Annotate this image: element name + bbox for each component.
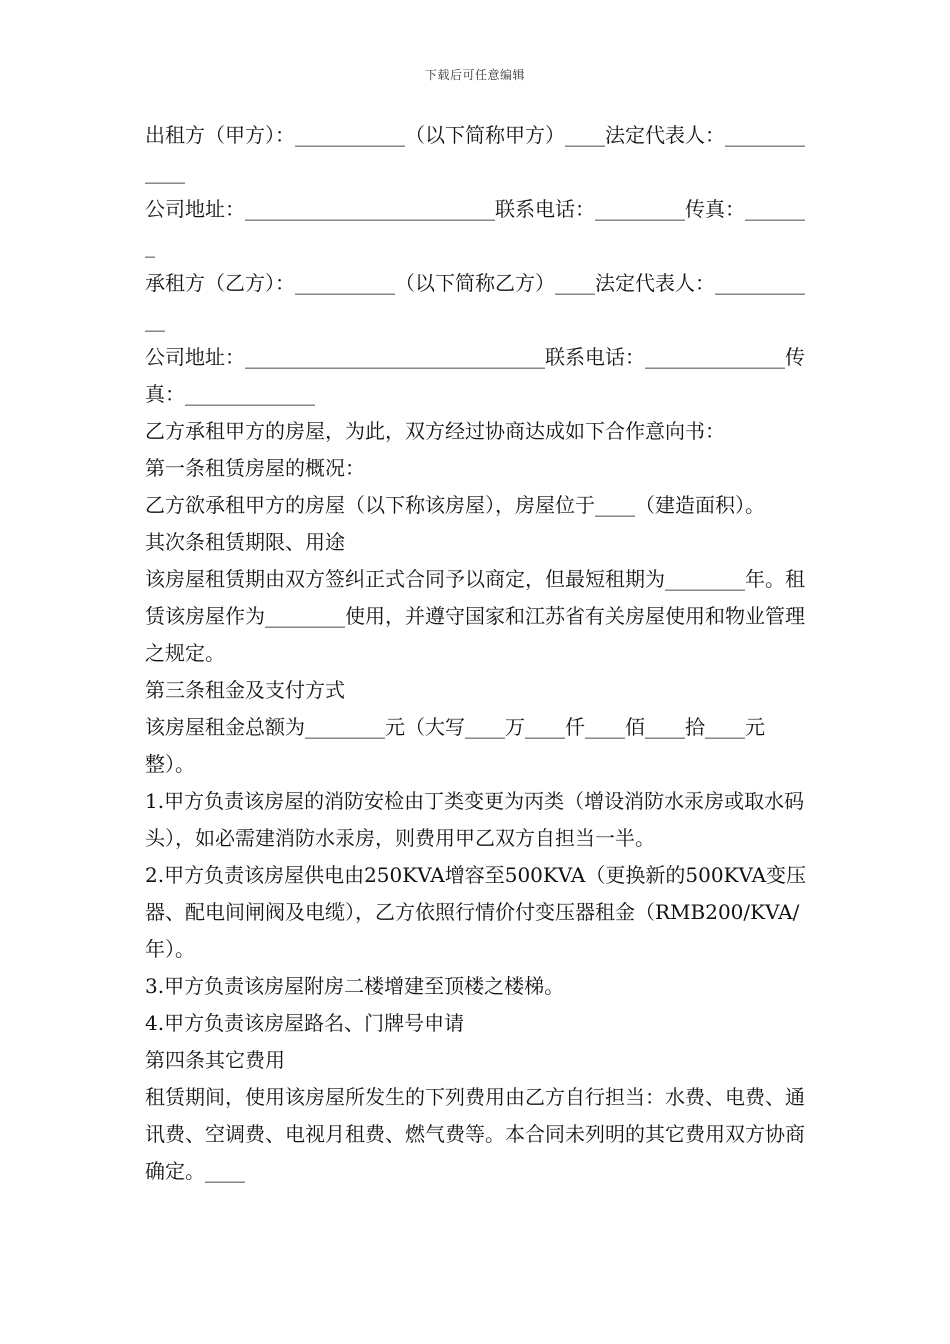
item-3-text: 3.甲方负责该房屋附房二楼增建至顶楼之楼梯。 bbox=[145, 974, 565, 998]
page-header-note: 下载后可任意编辑 bbox=[424, 68, 525, 82]
article-2-heading: 其次条租赁期限、用途 bbox=[145, 530, 345, 554]
document-body bbox=[145, 117, 810, 1190]
intro-paragraph: 乙方承租甲方的房屋，为此，双方经过协商达成如下合作意向书： bbox=[145, 419, 725, 443]
lessor-address-line: 公司地址：_________________________联系电话：_________传真：_______ bbox=[145, 197, 805, 258]
article-2-text: 该房屋租赁期由双方签纠正式合同予以商定，但最短租期为________年。租赁该房屋作为________使用，并遵守国家和江苏省有关房屋使用和物业管理之规定。 bbox=[145, 567, 805, 665]
lessee-address-line: 公司地址：______________________________联系电话：______________传真：_____________ bbox=[145, 345, 805, 406]
lessee-line: 承租方（乙方）：__________（以下简称乙方）____法定代表人：___________ bbox=[145, 271, 805, 332]
article-3-text: 该房屋租金总额为________元（大写____万____仟____佰____拾____元整）。 bbox=[145, 715, 765, 776]
lessor-line: 出租方（甲方）：___________（以下简称甲方）____法定代表人：____________ bbox=[145, 123, 805, 184]
article-1-heading: 第一条租赁房屋的概况： bbox=[145, 456, 365, 480]
article-1-text: 乙方欲承租甲方的房屋（以下称该房屋），房屋位于____（建造面积）。 bbox=[145, 493, 765, 517]
item-4-text: 4.甲方负责该房屋路名、门牌号申请 bbox=[145, 1011, 465, 1035]
item-2-text: 2.甲方负责该房屋供电由250KVA增容至500KVA（更换新的500KVA变压器、配电间闸阀及电缆），乙方依照行情价付变压器租金（RMB200/KVA/年）。 bbox=[145, 863, 807, 961]
article-3-heading: 第三条租金及支付方式 bbox=[145, 678, 345, 702]
item-1-text: 1.甲方负责该房屋的消防安检由丁类变更为丙类（增设消防水汞房或取水码头），如必需建消防水汞房，则费用甲乙双方自担当一半。 bbox=[145, 789, 805, 850]
article-4-heading: 第四条其它费用 bbox=[145, 1048, 285, 1072]
article-4-text: 租赁期间，使用该房屋所发生的下列费用由乙方自行担当：水费、电费、通讯费、空调费、电视月租费、燃气费等。本合同未列明的其它费用双方协商确定。____ bbox=[145, 1085, 805, 1183]
